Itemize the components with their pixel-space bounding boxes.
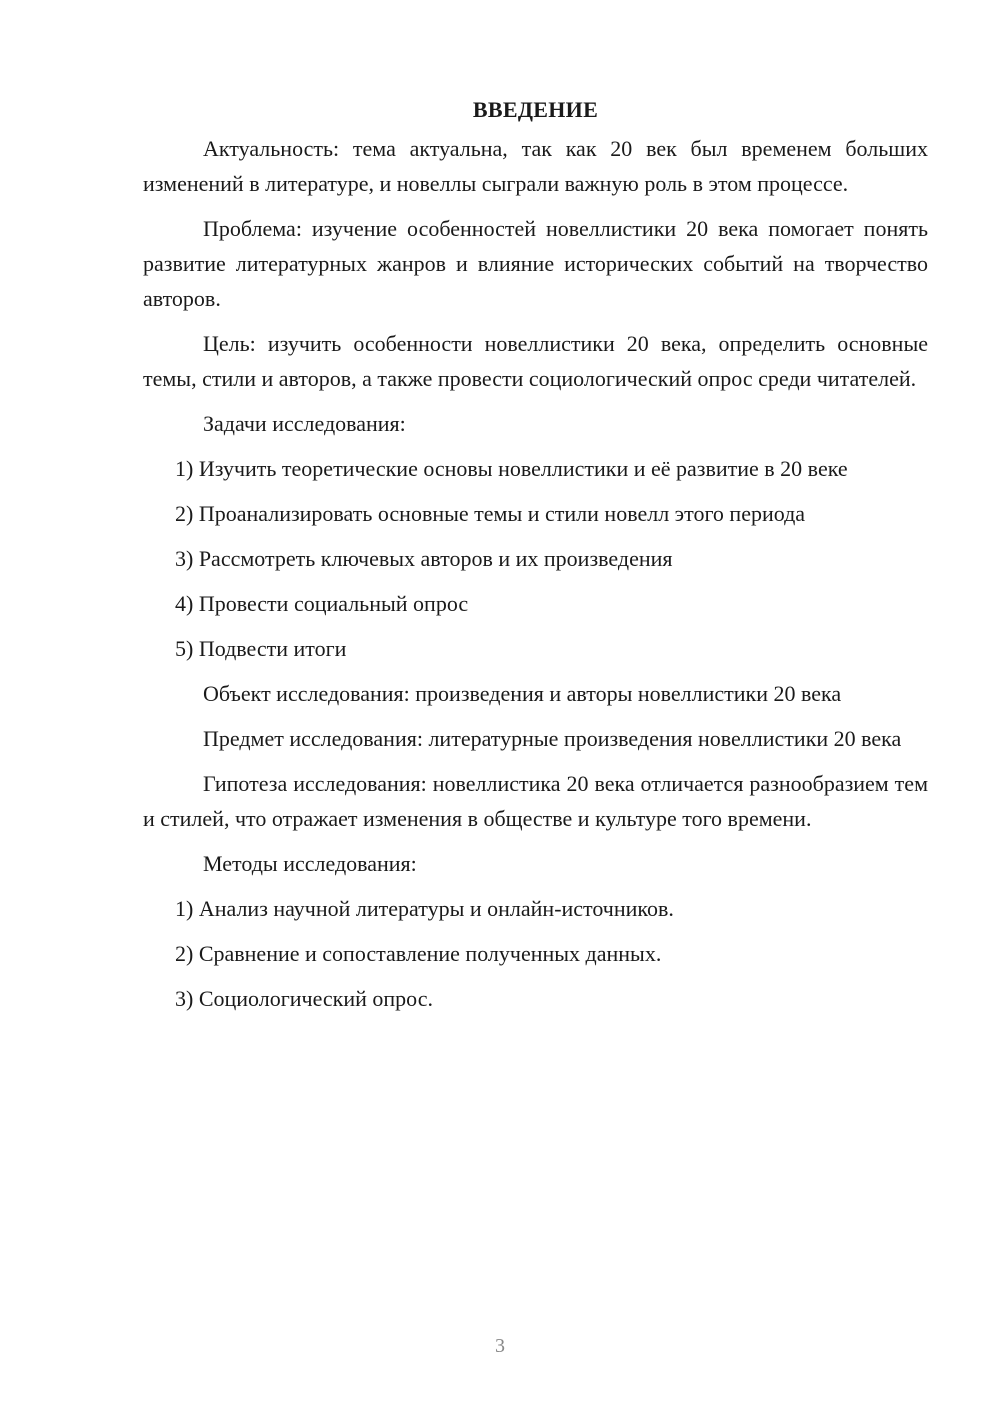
hypothesis-paragraph: Гипотеза исследования: новеллистика 20 века отличается разнообразием тем и стилей, что отражает изменения в обществе и культуре того времени.: [143, 771, 928, 831]
methods-heading: Методы исследования:: [203, 851, 417, 876]
relevance-paragraph: Актуальность: тема актуальна, так как 20 век был временем больших изменений в литературе, и новеллы сыграли важную роль в этом процессе.: [143, 136, 928, 196]
subject-paragraph: Предмет исследования: литературные произведения новеллистики 20 века: [203, 726, 902, 751]
page-content: [143, 92, 928, 1026]
tasks-heading: Задачи исследования:: [203, 411, 406, 436]
list-item: 2) Сравнение и сопоставление полученных данных.: [175, 941, 662, 966]
list-item: 4) Провести социальный опрос: [175, 591, 469, 616]
section-title: ВВЕДЕНИЕ: [472, 97, 599, 122]
problem-paragraph: Проблема: изучение особенностей новеллистики 20 века помогает понять развитие литературных жанров и влияние исторических событий на творчество авторов.: [143, 216, 928, 311]
list-item: 5) Подвести итоги: [175, 636, 347, 661]
object-paragraph: Объект исследования: произведения и авторы новеллистики 20 века: [203, 681, 842, 706]
methods-list: [143, 891, 928, 1016]
tasks-list: [143, 451, 928, 666]
list-item: 2) Проанализировать основные темы и стили новелл этого периода: [175, 501, 806, 526]
list-item: 1) Анализ научной литературы и онлайн-источников.: [175, 896, 674, 921]
page-number: 3: [495, 1335, 505, 1357]
list-item: 3) Рассмотреть ключевых авторов и их произведения: [175, 546, 673, 571]
list-item: 3) Социологический опрос.: [175, 986, 433, 1011]
goal-paragraph: Цель: изучить особенности новеллистики 20 века, определить основные темы, стили и авторов, а также провести социологический опрос среди читателей.: [143, 331, 928, 391]
list-item: 1) Изучить теоретические основы новеллистики и её развитие в 20 веке: [175, 456, 848, 481]
